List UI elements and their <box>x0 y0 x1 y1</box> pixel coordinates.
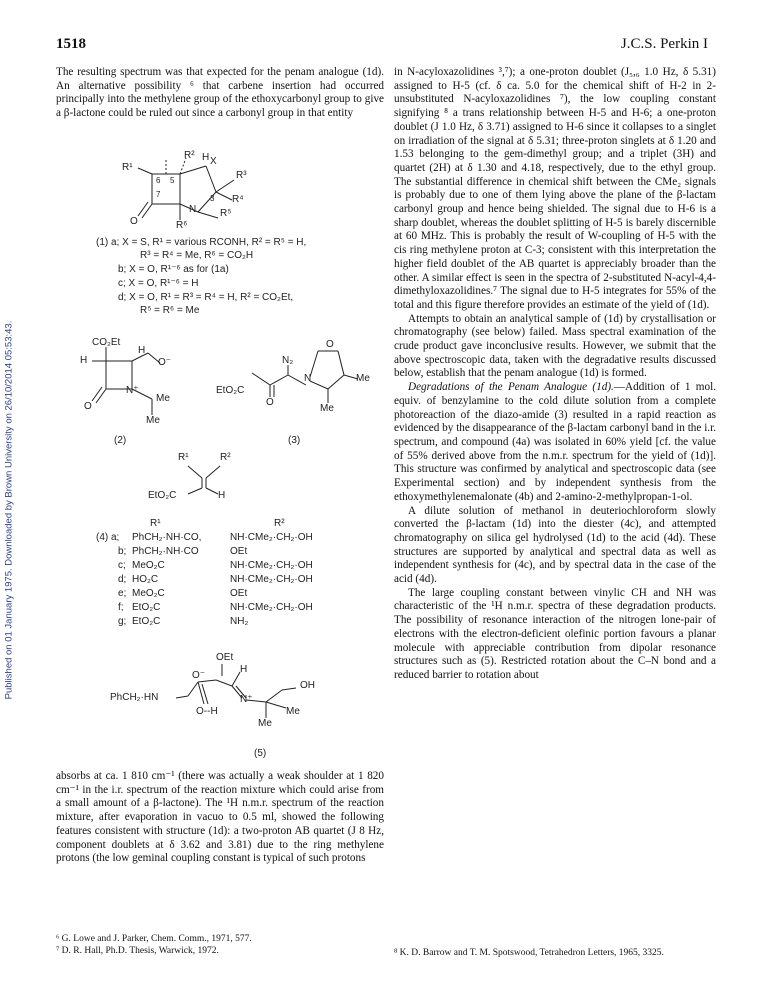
s4-row-r1: PhCH₂·NH·CO, <box>132 532 202 543</box>
s4-row-r2: NH·CMe₂·CH₂·OH <box>230 560 313 571</box>
s1-r1: R¹ <box>122 162 133 173</box>
s4-row-r2: NH·CMe₂·CH₂·OH <box>230 602 313 613</box>
s4-row-label: f; <box>118 602 124 613</box>
s5-oet: OEt <box>216 652 234 663</box>
s1-legend-d2: R⁵ = R⁶ = Me <box>140 305 200 316</box>
s1-x: X <box>210 156 217 167</box>
s3-o: O <box>266 397 274 408</box>
s4-row-label: g; <box>118 616 127 627</box>
s4-row-r1: HO₂C <box>132 574 159 585</box>
left-footnotes <box>56 934 384 957</box>
right-paragraph-2: Attempts to obtain an analytical sample of (1d) by crystallisation or chromatography (see below) failed. Mass spectral examination of the crude product gave inconclusive results. However, we submit that the above spectroscopic data, taken with the degradative results discussed below, establish that the penam analogue (1d) is formed. <box>394 312 716 380</box>
s4-row-r1: PhCH₂·NH·CO <box>132 546 199 557</box>
s5-number: (5) <box>254 748 267 759</box>
s5-me-bottom: Me <box>258 718 272 729</box>
structure-5 <box>56 650 384 768</box>
right-footnotes <box>394 948 716 960</box>
right-paragraph-4: A dilute solution of methanol in deuteriochloroform slowly converted the β-lactam (1d) into the diester (4c), and attempted chromatography on silica gel hydrolysed (1d) to the acid (4d). These structures are supported by analytical and spectral data as well as independent synthesis for (4c), and by spectral data in the case of the acid (4d). <box>394 504 716 586</box>
s1-legend-a2: R³ = R⁴ = Me, R⁶ = CO₂H <box>140 250 254 261</box>
s4-row-label: e; <box>118 588 127 599</box>
structure-4 <box>56 448 384 648</box>
s4-row-r2: NH₂ <box>230 616 249 627</box>
s3-n: N <box>304 373 312 384</box>
s1-pos6: 6 <box>156 176 161 185</box>
footnote-6: ⁶ G. Lowe and J. Parker, Chem. Comm., 1971, 577. <box>56 934 252 944</box>
structures-2-3 <box>56 335 384 445</box>
s2-h-left: H <box>80 355 88 366</box>
journal-name: J.C.S. Perkin I <box>620 36 708 52</box>
s1-h: H <box>202 152 210 163</box>
s1-legend-d: d; X = O, R¹ = R³ = R⁴ = H, R² = CO₂Et, <box>118 292 294 303</box>
right-paragraph-3: Degradations of the Penam Analogue (1d).—Addition of 1 mol. equiv. of benzylamine to the cold dilute solution from a complete photoreaction of the diazo-amide (3) resulted in a rapid reaction as evidenced by the disappearance of the β-lactam carbonyl band in the i.r. spectrum, and compound (4a) was isolated in 60% yield [cf. the value of 55% derived above from the n.m.r. spectrum for the yield of (1d)]. This structure was confirmed by analytical and spectroscopic data (see Experimental section) and by independent synthesis from the ethoxymethylenemalonate (4b) and 2-amino-2-methylpropan-1-ol. <box>394 381 717 503</box>
s5-h: H <box>240 664 248 675</box>
s4-h: H <box>218 490 226 501</box>
s5-o-h: O--H <box>196 706 218 717</box>
s3-number: (3) <box>288 435 301 446</box>
s5-oh: OH <box>300 680 315 691</box>
s1-legend-b: b; X = O, R¹⁻⁶ as for (1a) <box>118 264 229 275</box>
s1-pos7: 7 <box>156 190 161 199</box>
s4-row-r1: MeO₂C <box>132 560 165 571</box>
section-heading: Degradations of the Penam Analogue (1d). <box>408 381 614 394</box>
s4-eto2c: EtO₂C <box>148 490 177 501</box>
s4-row-r2: OEt <box>230 588 248 599</box>
s4-row-r1: EtO₂C <box>132 616 161 627</box>
s4-row-r1: MeO₂C <box>132 588 165 599</box>
s4-row-r1: EtO₂C <box>132 602 161 613</box>
s4-table-head-r2: R² <box>274 518 285 529</box>
structure-1 <box>56 140 384 325</box>
footnote-7: ⁷ D. R. Hall, Ph.D. Thesis, Warwick, 1972. <box>56 945 219 956</box>
s4-row-label: b; <box>118 546 127 557</box>
s1-pos5: 5 <box>170 176 175 185</box>
s4-row-label: c; <box>118 560 126 571</box>
s3-me-right: Me <box>356 373 370 384</box>
right-column-text <box>394 66 716 683</box>
s4-r2: R² <box>220 452 231 463</box>
s2-h-top: H <box>138 345 146 356</box>
s2-o-minus: O⁻ <box>158 357 172 368</box>
s1-r2: R² <box>184 150 195 161</box>
page-number: 1518 <box>56 36 86 52</box>
s4-row-r2: OEt <box>230 546 248 557</box>
s2-me-bottom: Me <box>146 415 160 426</box>
s3-me-bottom: Me <box>320 403 334 414</box>
right-paragraph-5: The large coupling constant between vinylic CH and NH was characteristic of the ¹H n.m.r. spectra of these degradation products. The possibility of resonance interaction of the nitrogen lone-pair of electrons with the electron-deficient olefinic portion favours a planar molecule with appreciable contribution from dipolar resonance structures such as (5). Restricted rotation about the C–N bond and a reduced barrier to rotation about <box>394 586 716 681</box>
s1-r5: R⁵ <box>220 208 232 219</box>
s5-me-right: Me <box>286 706 300 717</box>
s4-row-label: (4) a; <box>96 532 120 543</box>
s2-me-right: Me <box>156 393 170 404</box>
structure-5-drawing <box>56 650 384 760</box>
s3-o-ring: O <box>326 339 334 350</box>
s4-table-head-r1: R¹ <box>150 518 161 529</box>
s1-pos3: 3 <box>210 194 215 203</box>
s1-r3: R³ <box>236 170 247 181</box>
s4-row-label: d; <box>118 574 127 585</box>
s1-r6: R⁶ <box>176 220 188 231</box>
s1-n: N <box>189 204 197 215</box>
s4-row-r2: NH·CMe₂·CH₂·OH <box>230 574 313 585</box>
s1-r4: R⁴ <box>232 194 244 205</box>
s2-number: (2) <box>114 435 127 446</box>
s2-co2et: CO₂Et <box>92 337 121 348</box>
s5-phch2hn: PhCH₂·HN <box>110 692 159 703</box>
left-paragraph-1: The resulting spectrum was that expected for the penam analogue (1d). An alternative possibility ⁶ that carbene insertion had occurred principally into the methylene group of the ethoxycarbonyl group to give a β-lactone could be ruled out since a carbonyl group in that entity <box>56 66 384 120</box>
left-paragraph-2: absorbs at ca. 1 810 cm⁻¹ (there was actually a weak shoulder at 1 820 cm⁻¹ in the i.r. spectrum of the reaction mixture which could arise from a small amount of a β-lactone). The ¹H n.m.r. spectrum of the reaction mixture, after evaporation in vacuo to 0.5 ml, showed the following features consistent with structure (1d): a two-proton AB quartet (J 8 Hz, component doublets at δ 3.62 and 3.81) due to the ring methylene protons (the low geminal coupling constant is typical of such protons <box>56 770 384 865</box>
s5-o-minus: O⁻ <box>192 670 206 681</box>
s2-n-plus: N⁺ <box>126 385 139 396</box>
right-paragraph-1: in N-acyloxazolidines ³,⁷); a one-proton doublet (J₅,₆ 1.0 Hz, δ 5.31) assigned to H-5 (cf. δ ca. 5.0 for the chemical shift of H-2 in 2-unsubstituted N-acyloxazolidines ⁷), the low coupling constant signifying ⁸ a trans relationship between H-5 and H-6; a one-proton doublet (J 1.0 Hz, δ 3.71) assigned to H-6 since it collapses to a singlet on irradiation of the signal at δ 5.31; three-proton singlets at δ 1.20 and 1.53 belonging to the gem-dimethyl group; and a triplet (3H) and quartet (2H) at δ 1.30 and 4.18, respectively, due to the ethyl group. The substantial difference in chemical shift between the CMe₂ signals is probably due to one of them lying above the plane of the β-lactam carbonyl group and hence being shielded. The signal due to H-6 is a sharp doublet, whereas the doublet splitting of H-5 is barely discernible at 60 MHz. This is probably the result of W-coupling of H-5 with the cis ring methylene proton at C-3; consistent with this interpretation the higher field doublet of the AB quartet is appreciably broader than the other. A similar effect is seen in the spectra of 2-substituted N-acyl-4,4-dimethyloxazolidines.⁷ The signal due to H-5 integrates for 55% of the total and this figure therefore provides an estimate of the yield of (1d). <box>394 66 716 311</box>
s2-o: O <box>84 401 92 412</box>
s1-legend-c: c; X = O, R¹⁻⁶ = H <box>118 278 199 289</box>
s1-o: O <box>130 216 138 227</box>
footnote-8: ⁸ K. D. Barrow and T. M. Spotswood, Tetrahedron Letters, 1965, 3325. <box>394 948 664 958</box>
s4-row-r2: NH·CMe₂·CH₂·OH <box>230 532 313 543</box>
s5-n-plus: N⁺ <box>240 694 253 705</box>
s3-n2: N₂ <box>282 355 294 366</box>
s3-eto2c: EtO₂C <box>216 385 245 396</box>
s1-legend-a: (1) a; X = S, R¹ = various RCONH, R² = R⁵ = H, <box>96 237 307 248</box>
s4-r1: R¹ <box>178 452 189 463</box>
download-watermark: Published on 01 January 1975. Downloaded by Brown University on 26/10/2014 05:53:43. <box>3 320 15 700</box>
